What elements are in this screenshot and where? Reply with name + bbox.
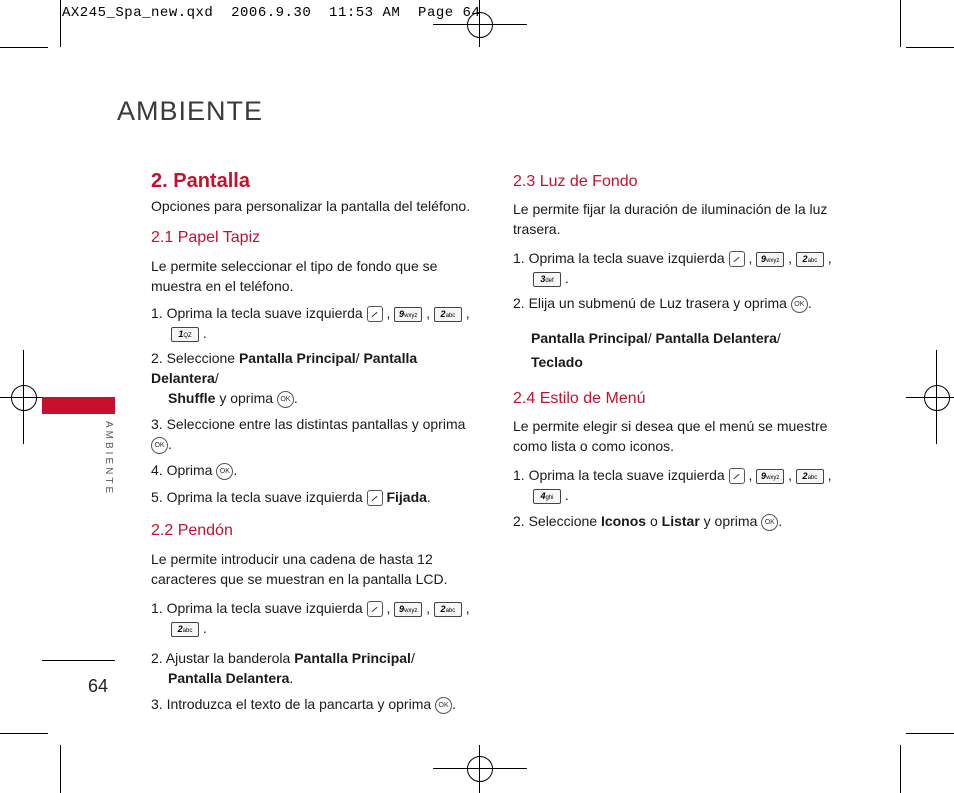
left-softkey-icon	[367, 490, 383, 506]
file-slug: AX245_Spa_new.qxd 2006.9.30 11:53 AM Page 64	[62, 5, 481, 21]
key-9-icon: 9wxyz	[756, 252, 784, 267]
luz-title: 2.3 Luz de Fondo	[513, 173, 638, 190]
right-column	[513, 172, 843, 531]
ok-key-icon: OK	[216, 463, 233, 480]
ok-key-icon: OK	[791, 296, 808, 313]
crop-mark	[0, 47, 48, 48]
key-9-icon: 9wxyz	[394, 602, 422, 617]
registration-mark	[936, 350, 937, 444]
ok-key-icon: OK	[435, 697, 452, 714]
luz-options: Pantalla Principal/ Pantalla Delantera/ Teclado	[531, 330, 781, 370]
left-softkey-icon	[367, 601, 383, 617]
pendon-step-3: 3. Introduzca el texto de la pancarta y oprima OK .	[151, 696, 456, 712]
pendon-desc: Le permite introducir una cadena de hasta 12 caracteres que se muestran en la pantalla LCD.	[151, 551, 448, 587]
papel-step-2: 2. Seleccione Pantalla Principal/ Pantalla Delantera/ Shuffle y oprima OK .	[151, 350, 418, 406]
pendon-step-1: 1. Oprima la tecla suave izquierda , 9wxyz , 2abc , 2abc .	[151, 600, 470, 636]
estilo-step-2: 2. Seleccione Iconos o Listar y oprima OK .	[513, 513, 783, 529]
registration-mark	[467, 756, 493, 782]
crop-mark	[906, 733, 954, 734]
section-title: 2. Pantalla	[151, 170, 250, 192]
luz-step-2: 2. Elija un submenú de Luz trasera y oprima OK .	[513, 295, 812, 311]
ok-key-icon: OK	[151, 437, 168, 454]
key-2-icon: 2abc	[796, 252, 824, 267]
papel-step-3: 3. Seleccione entre las distintas pantallas y oprima OK .	[151, 416, 466, 452]
estilo-step-1: 1. Oprima la tecla suave izquierda , 9wxyz , 2abc , 4ghi .	[513, 467, 832, 503]
page-title: AMBIENTE	[117, 96, 264, 126]
papel-title: 2.1 Papel Tapiz	[151, 229, 261, 246]
key-1-icon: 1QZ	[171, 327, 199, 342]
crop-mark	[60, 0, 61, 47]
estilo-title: 2.4 Estilo de Menú	[513, 390, 646, 407]
ok-key-icon: OK	[761, 514, 778, 531]
key-2-icon: 2abc	[434, 307, 462, 322]
section-tab	[42, 397, 115, 414]
section-desc: Opciones para personalizar la pantalla del teléfono.	[151, 198, 471, 214]
papel-step-4: 4. Oprima OK .	[151, 462, 238, 478]
crop-mark	[900, 745, 901, 793]
key-4-icon: 4ghi	[533, 489, 561, 504]
papel-step-1: 1. Oprima la tecla suave izquierda , 9wxyz , 2abc , 1QZ .	[151, 305, 470, 341]
registration-mark	[479, 745, 480, 793]
key-2-icon: 2abc	[434, 602, 462, 617]
papel-desc: Le permite seleccionar el tipo de fondo que se muestra en el teléfono.	[151, 258, 438, 294]
registration-mark	[11, 385, 37, 411]
crop-mark	[900, 0, 901, 47]
papel-step-5: 5. Oprima la tecla suave izquierda Fijada.	[151, 489, 431, 505]
key-9-icon: 9wxyz	[756, 469, 784, 484]
page-number: 64	[88, 676, 109, 696]
ok-key-icon: OK	[277, 391, 294, 408]
key-3-icon: 3def	[533, 272, 561, 287]
left-softkey-icon	[729, 468, 745, 484]
luz-desc: Le permite fijar la duración de iluminación de la luz trasera.	[513, 201, 828, 237]
registration-mark	[906, 397, 954, 398]
pendon-title: 2.2 Pendón	[151, 522, 233, 539]
pendon-step-2: 2. Ajustar la banderola Pantalla Principal/ Pantalla Delantera.	[151, 650, 415, 686]
left-softkey-icon	[729, 251, 745, 267]
key-2-icon: 2abc	[796, 469, 824, 484]
registration-mark	[23, 350, 24, 444]
registration-mark	[0, 397, 48, 398]
sidebar-label: AMBIENTE	[103, 421, 114, 497]
registration-mark	[433, 768, 527, 769]
crop-mark	[0, 733, 48, 734]
key-2-icon: 2abc	[171, 622, 199, 637]
crop-mark	[60, 745, 61, 793]
key-9-icon: 9wxyz	[394, 307, 422, 322]
registration-mark	[924, 385, 950, 411]
estilo-desc: Le permite elegir si desea que el menú se muestre como lista o como iconos.	[513, 418, 828, 454]
registration-mark	[433, 24, 527, 25]
left-column	[151, 171, 486, 714]
luz-step-1: 1. Oprima la tecla suave izquierda , 9wxyz , 2abc , 3def .	[513, 250, 832, 286]
crop-mark	[906, 47, 954, 48]
left-softkey-icon	[367, 306, 383, 322]
divider	[42, 660, 115, 661]
